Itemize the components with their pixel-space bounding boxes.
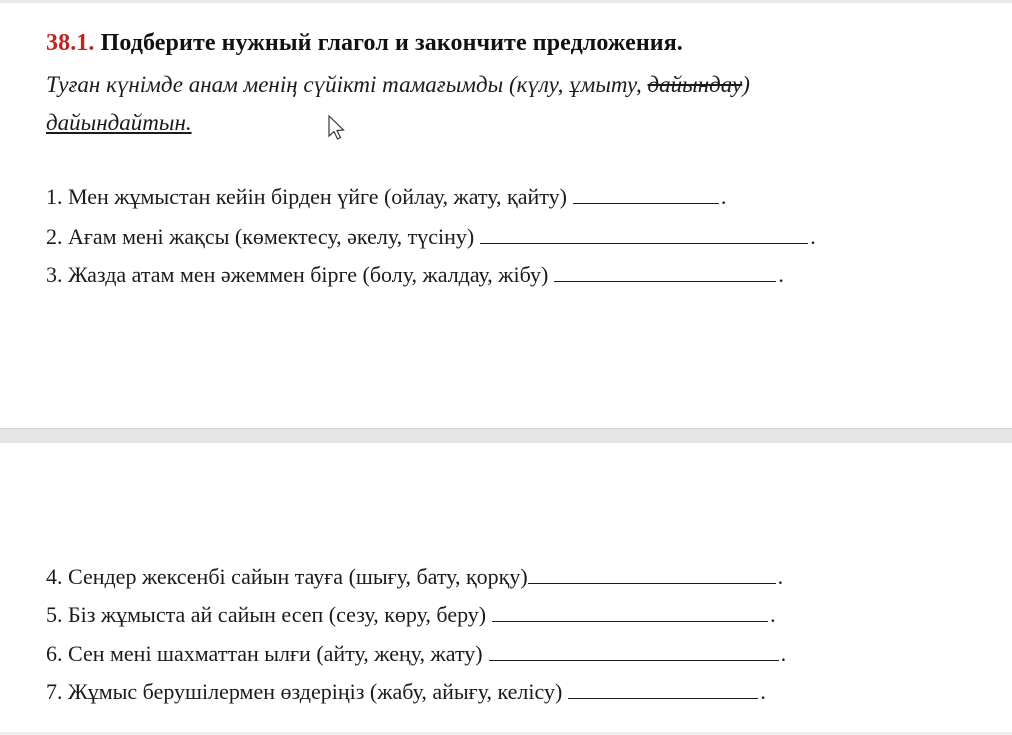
answer-blank-1[interactable]	[573, 182, 719, 204]
fragment-separator	[0, 428, 1012, 444]
exercise-text-6: Сен мені шахматтан ылғи (айту, жеңу, жату)	[68, 640, 483, 666]
example-text-before: Туған күнімде анам менің сүйікті тамағымды (күлу, ұмыту,	[46, 72, 648, 97]
exercise-item-1	[46, 182, 726, 210]
exercise-end-6: .	[780, 640, 787, 666]
exercise-item-5	[46, 600, 776, 628]
task-title: Подберите нужный глагол и закончите предложения.	[100, 30, 683, 56]
exercise-end-4: .	[777, 563, 784, 589]
exercise-end-5: .	[770, 601, 776, 627]
exercise-end-2: .	[810, 223, 816, 249]
exercise-number-7: 7.	[46, 678, 63, 704]
answer-blank-6[interactable]	[489, 639, 779, 661]
answer-blank-2[interactable]	[480, 222, 808, 244]
exercise-text-7: Жұмыс берушілермен өздеріңіз (жабу, айығу, келісу)	[68, 678, 563, 704]
exercise-text-1: Мен жұмыстан кейін бірден үйге (ойлау, жату, қайту)	[68, 183, 567, 209]
exercise-item-2	[46, 222, 816, 250]
exercise-text-5: Біз жұмыста ай сайын есеп (сезу, көру, беру)	[68, 601, 487, 627]
scan-fragment-top	[0, 3, 1012, 428]
exercise-item-6	[46, 639, 786, 667]
exercise-number-6: 6.	[46, 640, 63, 666]
example-text-after: )	[742, 72, 750, 97]
exercise-end-7: .	[760, 678, 766, 704]
task-heading	[46, 30, 683, 57]
task-number: 38.1.	[46, 30, 95, 56]
exercise-number-4: 4.	[46, 563, 63, 589]
exercise-number-1: 1.	[46, 183, 63, 209]
exercise-item-4	[46, 562, 783, 590]
mouse-pointer-icon	[328, 115, 346, 141]
exercise-item-3	[46, 260, 784, 288]
exercise-text-3: Жазда атам мен әжеммен бірге (болу, жалдау, жібу)	[68, 261, 549, 287]
exercise-end-1: .	[720, 183, 727, 209]
answer-blank-3[interactable]	[554, 260, 776, 282]
exercise-item-7	[46, 677, 766, 705]
answer-blank-5[interactable]	[492, 600, 768, 622]
exercise-number-3: 3.	[46, 261, 63, 287]
exercise-text-4: Сендер жексенбі сайын тауға (шығу, бату, қорқу)	[68, 563, 528, 589]
example-struck-word: дайындау	[647, 72, 743, 97]
exercise-number-5: 5.	[46, 601, 63, 627]
example-sentence	[46, 72, 750, 98]
answer-blank-4[interactable]	[528, 562, 776, 584]
exercise-end-3: .	[778, 261, 784, 287]
exercise-number-2: 2.	[46, 223, 63, 249]
answer-blank-7[interactable]	[568, 677, 758, 699]
exercise-text-2: Ағам мені жақсы (көмектесу, әкелу, түсіну)	[68, 223, 475, 249]
example-answer: дайындайтын.	[46, 110, 192, 135]
